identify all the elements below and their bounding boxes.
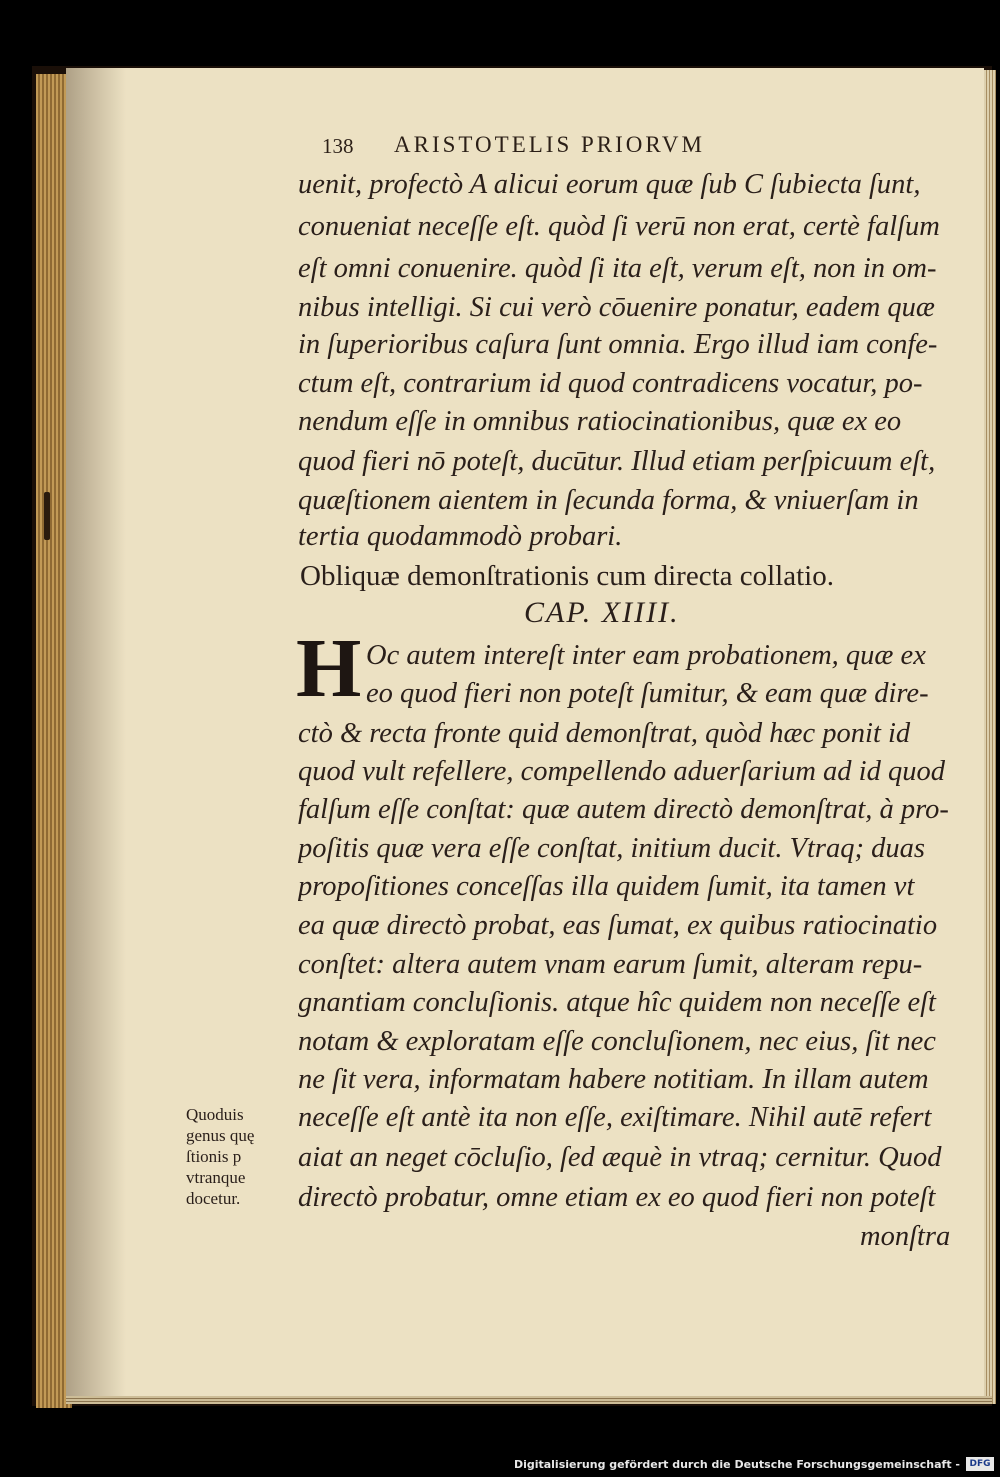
- text-line: falſum eſſe conſtat: quæ autem directò demonſtrat, à pro-: [298, 794, 949, 825]
- marginal-note-line: vtranque: [186, 1168, 246, 1187]
- text-line: quod fieri nō poteſt, ducūtur. Illud etiam perſpicuum eſt,: [298, 446, 936, 477]
- text-line: propoſitiones conceſſas illa quidem ſumit, ita tamen vt: [298, 871, 915, 902]
- marginal-note: [186, 1104, 284, 1209]
- page-header: [0, 128, 1000, 164]
- text-line: in ſuperioribus caſura ſunt omnia. Ergo illud iam confe-: [298, 329, 938, 360]
- text-line: poſitis quæ vera eſſe conſtat, initium ducit. Vtraq; duas: [298, 833, 925, 864]
- marginal-note-line: genus quę: [186, 1126, 255, 1145]
- text-line: ne ſit vera, informatam habere notitiam. In illam autem: [298, 1064, 929, 1095]
- right-page-edges: [984, 70, 996, 1404]
- drop-cap: H: [296, 622, 362, 715]
- text-line: quæſtionem aientem in ſecunda forma, & vniuerſam in: [298, 485, 919, 516]
- text-line: eo quod fieri non poteſt ſumitur, & eam quæ dire-: [366, 678, 929, 709]
- text-line: conſtet: altera autem vnam earum ſumit, alteram repu-: [298, 949, 923, 980]
- page-number: 138: [322, 134, 354, 158]
- text-line: tertia quodammodò probari.: [298, 521, 623, 552]
- text-line: notam & exploratam eſſe concluſionem, nec eius, ſit nec: [298, 1026, 936, 1057]
- chapter-title: CAP. XIIII.: [524, 596, 680, 629]
- text-line: conueniat neceſſe eſt. quòd ſi verū non erat, certè falſum: [298, 211, 940, 242]
- funding-notice: Digitalisierung gefördert durch die Deutsche Forschungsgemeinschaft -: [513, 1458, 960, 1471]
- catchword: monſtra: [860, 1221, 951, 1252]
- dfg-logo: DFG: [966, 1457, 994, 1471]
- marginal-note-line: Quoduis: [186, 1105, 244, 1124]
- text-line: Oc autem intereſt inter eam probationem, quæ ex: [366, 640, 926, 671]
- text-line: ctum eſt, contrarium id quod contradicens vocatur, po-: [298, 368, 923, 399]
- page-gutter-shadow: [66, 68, 126, 1402]
- running-head: ARISTOTELIS PRIORVM: [394, 132, 705, 157]
- text-line: gnantiam concluſionis. atque hîc quidem non neceſſe eſt: [298, 987, 936, 1018]
- text-line: aiat an neget cōcluſio, ſed æquè in vtraq; cernitur. Quod: [298, 1142, 942, 1173]
- text-line: quod vult refellere, compellendo aduerſarium ad id quod: [298, 756, 945, 787]
- text-line: uenit, profectò A alicui eorum quæ ſub C ſubiecta ſunt,: [298, 169, 921, 200]
- spine-mark: [44, 492, 50, 540]
- marginal-note-line: docetur.: [186, 1189, 241, 1208]
- text-line: neceſſe eſt antè ita non eſſe, exiſtimare. Nihil autē refert: [298, 1102, 932, 1133]
- footer-bar: [0, 1452, 1000, 1477]
- text-line: nibus intelligi. Si cui verò cōuenire ponatur, eadem quæ: [298, 292, 935, 323]
- text-line: eſt omni conuenire. quòd ſi ita eſt, verum eſt, non in om-: [298, 253, 937, 284]
- text-line: ctò & recta fronte quid demonſtrat, quòd hæc ponit id: [298, 718, 911, 749]
- text-line: ea quæ directò probat, eas ſumat, ex quibus ratiocinatio: [298, 910, 938, 941]
- bottom-page-edges: [66, 1396, 992, 1404]
- marginal-note-line: ſtionis p: [186, 1147, 242, 1166]
- section-heading: Obliquæ demonſtrationis cum directa collatio.: [300, 560, 834, 592]
- text-line: nendum eſſe in omnibus ratiocinationibus, quæ ex eo: [298, 406, 902, 437]
- text-line: directò probatur, omne etiam ex eo quod fieri non poteſt: [298, 1182, 936, 1213]
